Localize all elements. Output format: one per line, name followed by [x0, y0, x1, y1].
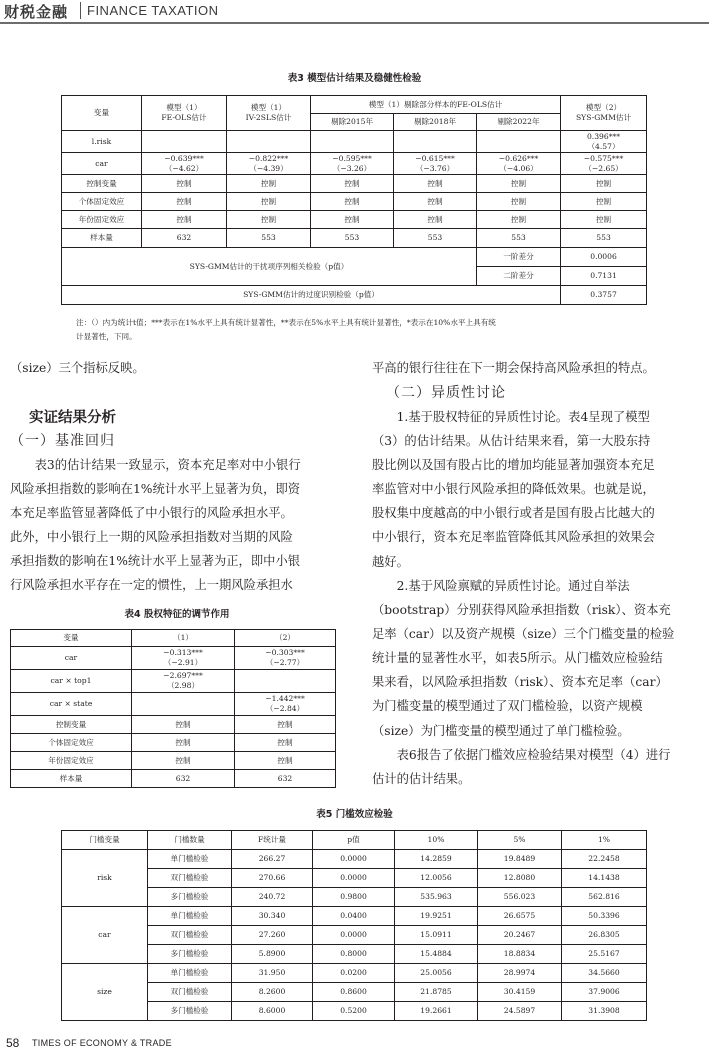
t3-head-m2: 模型（2） SYS-GMM估计	[561, 96, 647, 131]
section-heading: 实证结果分析	[29, 410, 116, 426]
t5-row: 多门槛检验 8.6000 0.5200 19.2661 24.5897 31.3908	[62, 1002, 647, 1021]
table5-caption: 表5 门槛效应检验	[316, 809, 393, 820]
right-col-top-line: 平高的银行往往在下一期会保持高风险承担的特点。	[372, 361, 655, 375]
t5-row: 双门槛检验 27.260 0.0000 15.0911 20.2467 26.8305	[62, 926, 647, 945]
t5-var-car: car	[62, 907, 148, 964]
t3-row-n: 样本量 632 553 553 553 553 553	[62, 229, 647, 248]
t4-row-n: 样本量 632 632	[11, 770, 336, 788]
t3-row-ar2: 二阶差分 0.7131	[62, 267, 647, 286]
right-col-para2: 2.基于风险禀赋的异质性讨论。通过自举法 （bootstrap）分别获得风险承担指数（risk）、资本充 足率（car）以及资产规模（size）三个门槛变量的检验 统计量的显著性水平，如表5所示。从门槛效应检验结 果来看，以风险承担指数（risk）、资本充足率（car） 为门槛变量的模型通过了双门槛检验，以资产规模 （size）为门槛变量的模型通过了单门槛检验。	[372, 579, 675, 738]
t3-head-sub-2022: 剔除2022年	[477, 114, 561, 131]
t4-row-car-top1: car × top1 −2.697*** （2.98）	[11, 670, 336, 693]
t3-head-subgroup: 模型（1）剔除部分样本的FE-OLS估计	[311, 96, 561, 114]
t5-var-risk: risk	[62, 850, 148, 907]
t5-head-row: 门槛变量 门槛数量 F统计量 p值 10% 5% 1%	[62, 831, 647, 850]
journal-footer-title: TIMES OF ECONOMY & TRADE	[32, 1038, 172, 1048]
t3-row-lrisk: l.risk 0.396*** （4.57）	[62, 131, 647, 153]
t4-row-yearfe: 年份固定效应 控制 控制	[11, 752, 336, 770]
t3-row-yearfe: 年份固定效应 控制 控制 控制 控制 控制 控制	[62, 211, 647, 229]
left-col-top-line: （size）三个指标反映。	[10, 361, 145, 375]
t3-row-control: 控制变量 控制 控制 控制 控制 控制 控制	[62, 175, 647, 193]
t4-row-car-state: car × state −1.442*** （−2.84）	[11, 693, 336, 716]
t3-head-m1a: 模型（1） FE-OLS估计	[142, 96, 227, 131]
right-col-para1: 1.基于股权特征的异质性讨论。表4呈现了模型 （3）的估计结果。从估计结果来看，第一大股东持 股比例以及国有股占比的增加均能显著加强资本充足 率监管对中小银行风险承担的降低效果。也就是说， 股权集中度越高的中小银行或者是国有股占比越大的 中小银行，资本充足率监管降低其风险承担的效果会 越好。	[372, 410, 655, 569]
table3	[61, 95, 647, 305]
left-col-paragraph: 表3的估计结果一致显示，资本充足率对中小银行 风险承担指数的影响在1%统计水平上显著为负，即资 本充足率监管显著降低了中小银行的风险承担水平。 此外，中小银行上一期的风险承担指数对当期的风险 承担指数的影响在1%统计水平上显著为正，即中小银 行风险承担水平存在一定的惯性，上一期风险承担水	[10, 458, 301, 593]
t3-head-sub-2018: 剔除2018年	[394, 114, 477, 131]
t3-row-car: car −0.639*** （−4.62） −0.822*** （−4.39） −0.595*** （−3.26） −0.615*** （−3.76） −0.626*** （−4.06） −0.575*** （−2.65）	[62, 153, 647, 175]
t5-row: size 单门槛检验 31.950 0.0200 25.0056 28.9974 34.5660	[62, 964, 647, 983]
t3-gmm-ar-label: SYS-GMM估计的干扰项序列相关检验（p值）	[62, 248, 477, 286]
t3-row-indfe: 个体固定效应 控制 控制 控制 控制 控制 控制	[62, 193, 647, 211]
header-separator	[80, 2, 81, 19]
table5	[61, 830, 647, 1021]
right-col-para3: 表6报告了依据门槛效应检验结果对模型（4）进行 估计的估计结果。	[372, 748, 671, 787]
subsection-baseline: （一）基准回归	[10, 433, 115, 449]
t3-row-ar1: SYS-GMM估计的干扰项序列相关检验（p值） 一阶差分 0.0006	[62, 248, 647, 267]
t5-row: 多门槛检验 5.8900 0.8000 15.4884 18.8834 25.5167	[62, 945, 647, 964]
subsection-heterogeneity: （二）异质性讨论	[386, 385, 506, 401]
t4-row-indfe: 个体固定效应 控制 控制	[11, 734, 336, 752]
t3-head-var: 变量	[62, 96, 142, 131]
table3-note: 注：（）内为统计t值；***表示在1%水平上具有统计显著性，**表示在5%水平上具有统计显著性，*表示在10%水平上具有统 计显著性，下同。	[76, 318, 496, 341]
t3-head-m1b: 模型（1） IV-2SLS估计	[227, 96, 311, 131]
t5-row: car 单门槛检验 30.340 0.0400 19.9251 26.6575 50.3396	[62, 907, 647, 926]
t5-row: 双门槛检验 8.2600 0.8600 21.8785 30.4159 37.9006	[62, 983, 647, 1002]
t5-row: risk 单门槛检验 266.27 0.0000 14.2859 19.8489 22.2458	[62, 850, 647, 869]
table4-caption: 表4 股权特征的调节作用	[124, 609, 230, 620]
t5-var-size: size	[62, 964, 148, 1021]
t4-row-car: car −0.313*** （−2.91） −0.303*** （−2.77）	[11, 647, 336, 670]
t5-row: 多门槛检验 240.72 0.9800 535.963 556.023 562.816	[62, 888, 647, 907]
table3-caption: 表3 模型估计结果及稳健性检验	[287, 73, 422, 84]
t3-row-sargan: SYS-GMM估计的过度识别检验（p值） 0.3757	[62, 286, 647, 305]
t3-head-sub-2015: 剔除2015年	[311, 114, 394, 131]
journal-header	[0, 0, 709, 22]
header-chinese-title: 财税金融	[4, 3, 69, 21]
page-number: 58	[6, 1036, 20, 1050]
t5-row: 双门槛检验 270.66 0.0000 12.0056 12.8080 14.1438	[62, 869, 647, 888]
t4-row-control: 控制变量 控制 控制	[11, 716, 336, 734]
header-english-title: FINANCE TAXATION	[87, 3, 219, 18]
header-rule	[0, 22, 709, 24]
t4-head-row: 变量 （1） （2）	[11, 630, 336, 647]
table4	[10, 629, 336, 788]
